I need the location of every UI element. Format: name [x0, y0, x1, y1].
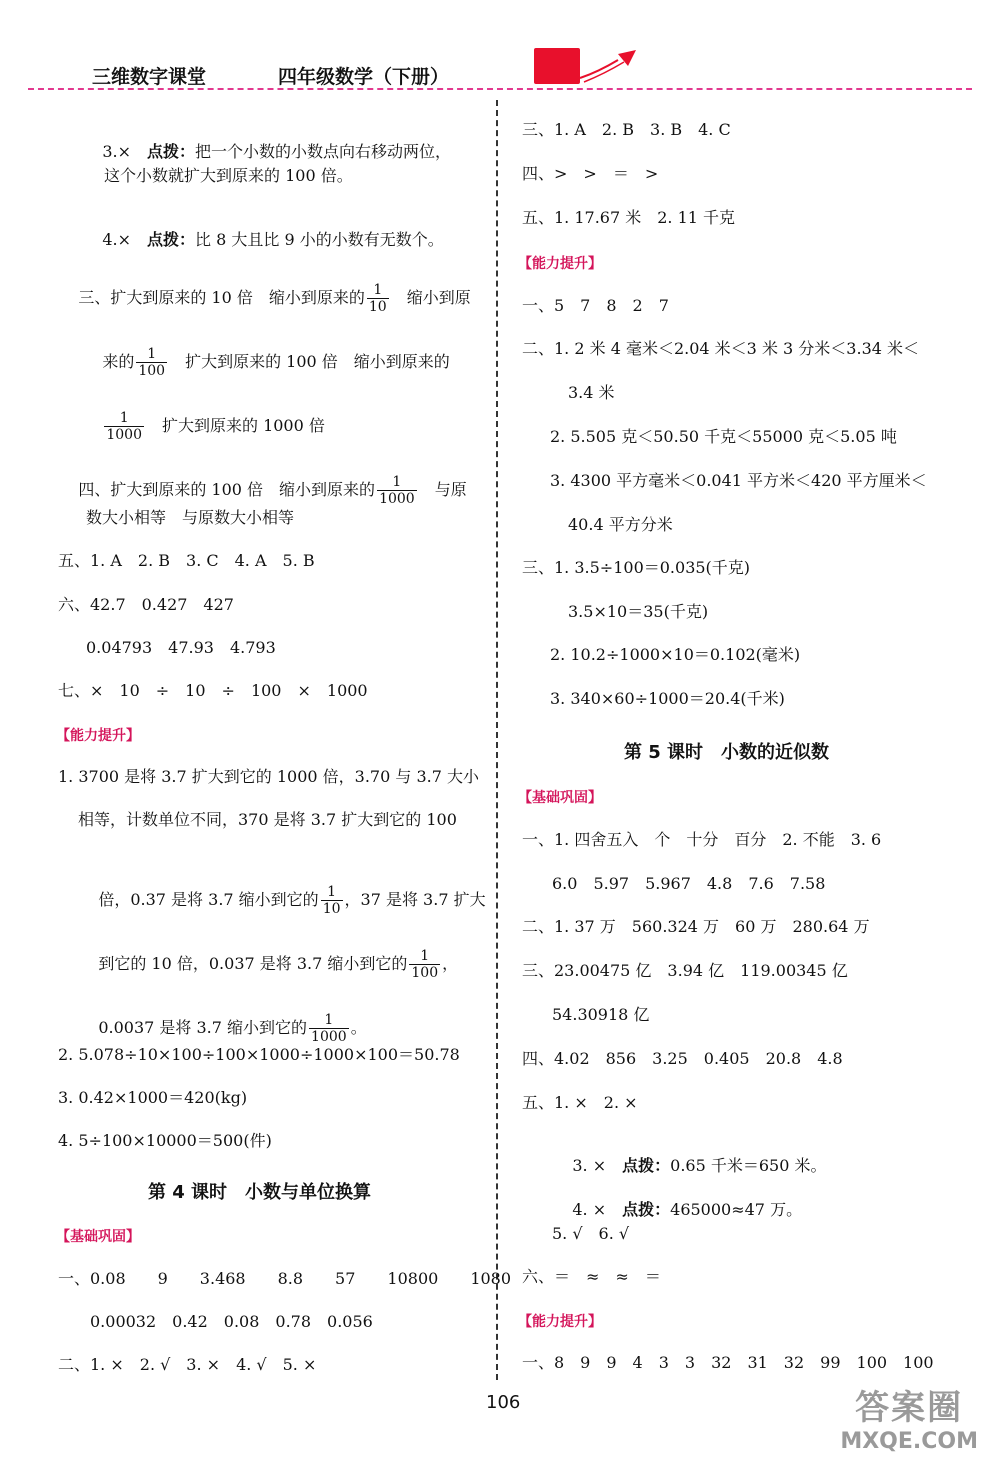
answer-line: 三、23.00475 亿 3.94 亿 119.00345 亿 — [522, 961, 848, 980]
answer-line: 三、1. 3.5÷100＝0.035(千克) — [522, 558, 751, 577]
fraction: $\frac{1}{10}$ — [368, 282, 387, 315]
book-series-title: 三维数字课堂 — [92, 66, 207, 88]
answer-line: 三、1. A 2. B 3. B 4. C — [522, 120, 731, 139]
answer-line: 0.00032 0.42 0.08 0.78 0.056 — [90, 1312, 373, 1331]
fraction: $\frac{1}{1000}$ — [379, 474, 415, 507]
answer-line: 4. × 点拨：465000≈47 万。 — [572, 1200, 803, 1219]
answer-line: 一、5 7 8 2 7 — [522, 296, 669, 315]
answer-line: 三、扩大到原来的 10 倍 缩小到原来的 $\frac{1}{10}$ 缩小到原 — [78, 282, 471, 315]
answer-line: 一、1. 四舍五入 个 十分 百分 2. 不能 3. 6 — [522, 830, 882, 849]
answer-line: 一、8 9 9 4 3 3 32 31 32 99 100 100 — [522, 1353, 934, 1372]
answer-line: 四、> > ＝ > — [522, 164, 659, 183]
answer-line: 4.× 点拨：比 8 大且比 9 小的小数有无数个。 — [102, 230, 444, 249]
answer-line: 五、1. 17.67 米 2. 11 千克 — [522, 208, 736, 227]
answer-line: 3. × 点拨：0.65 千米＝650 米。 — [572, 1156, 827, 1175]
answer-line: 3. 4300 平方毫米＜0.041 平方米＜420 平方厘米＜ — [550, 471, 927, 490]
section-tag-ability: 【能力提升】 — [518, 1314, 602, 1330]
answer-line: 来的 $\frac{1}{100}$ 扩大到原来的 100 倍 缩小到原来的 — [102, 346, 450, 379]
answer-line: 相等，计数单位不同，370 是将 3.7 扩大到它的 100 — [78, 810, 457, 829]
fraction: $\frac{1}{1000}$ — [106, 410, 142, 443]
answer-line: 到它的 10 倍，0.037 是将 3.7 缩小到它的 $\frac{1}{100}$ ， — [98, 948, 459, 981]
answer-line: 六、42.7 0.427 427 — [58, 595, 234, 614]
answer-line: 六、＝ ≈ ≈ ＝ — [522, 1267, 661, 1286]
answer-line: 四、扩大到原来的 100 倍 缩小到原来的 $\frac{1}{1000}$ 与原 — [78, 474, 467, 507]
answer-line: 二、1. × 2. √ 3. × 4. √ 5. × — [58, 1355, 317, 1374]
watermark-logo: 答案圈 MXQE.COM — [840, 1388, 978, 1454]
answer-line: 一、0.08 9 3.468 8.8 57 10800 1080 — [58, 1269, 512, 1288]
section-tag-basic: 【基础巩固】 — [518, 790, 602, 806]
answer-line: 倍，0.37 是将 3.7 缩小到它的 $\frac{1}{10}$ ，37 是将 3.7 扩大 — [98, 884, 486, 917]
answer-line: 2. 10.2÷1000×10＝0.102(毫米) — [550, 645, 801, 664]
section-tag-basic: 【基础巩固】 — [56, 1229, 140, 1245]
section-tag-ability: 【能力提升】 — [56, 728, 140, 744]
answer-line: 40.4 平方分米 — [568, 515, 673, 534]
answer-line: 五、1. × 2. × — [522, 1093, 638, 1112]
answer-line: 3.5×10＝35(千克) — [568, 602, 709, 621]
book-subject-title: 四年级数学（下册） — [278, 66, 450, 88]
answer-line: 五、1. A 2. B 3. C 4. A 5. B — [58, 551, 315, 570]
fraction: $\frac{1}{100}$ — [138, 346, 166, 379]
answer-line: 3.4 米 — [568, 383, 615, 402]
answer-line: 0.0037 是将 3.7 缩小到它的 $\frac{1}{1000}$ 。 — [98, 1012, 367, 1045]
answer-line: 二、1. 37 万 560.324 万 60 万 280.64 万 — [522, 917, 870, 936]
answer-line: 3. 0.42×1000＝420(kg) — [58, 1088, 248, 1107]
answer-line: 这个小数就扩大到原来的 100 倍。 — [104, 166, 353, 185]
lesson-heading: 第 4 课时 小数与单位换算 — [148, 1182, 372, 1203]
fraction: $\frac{1}{10}$ — [322, 884, 341, 917]
answer-line: 1. 3700 是将 3.7 扩大到它的 1000 倍，3.70 与 3.7 大小 — [58, 767, 479, 786]
section-tag-ability: 【能力提升】 — [518, 256, 602, 272]
answer-line: 4. 5÷100×10000＝500(件) — [58, 1131, 272, 1150]
rocket-icon — [578, 48, 638, 84]
page-number: 106 — [486, 1392, 521, 1413]
answer-line: 2. 5.078÷10×100÷100×1000÷1000×100＝50.78 — [58, 1045, 460, 1064]
answer-line: 0.04793 47.93 4.793 — [86, 638, 276, 657]
header-rule — [28, 88, 972, 90]
logo-block — [534, 48, 580, 84]
lesson-heading: 第 5 课时 小数的近似数 — [624, 742, 830, 763]
fraction: $\frac{1}{100}$ — [411, 948, 439, 981]
answer-line: 二、1. 2 米 4 毫米＜2.04 米＜3 米 3 分米＜3.34 米＜ — [522, 339, 920, 358]
answer-line: 四、4.02 856 3.25 0.405 20.8 4.8 — [522, 1049, 843, 1068]
column-divider — [496, 100, 498, 1380]
answer-line: 54.30918 亿 — [552, 1005, 650, 1024]
answer-line: 3.× 点拨：把一个小数的小数点向右移动两位， — [102, 142, 452, 161]
answer-line: 3. 340×60÷1000＝20.4(千米) — [550, 689, 785, 708]
answer-line: 数大小相等 与原数大小相等 — [86, 508, 295, 527]
answer-line: $\frac{1}{1000}$ 扩大到原来的 1000 倍 — [106, 410, 325, 443]
answer-line: 6.0 5.97 5.967 4.8 7.6 7.58 — [552, 874, 826, 893]
fraction: $\frac{1}{1000}$ — [311, 1012, 347, 1045]
answer-line: 七、× 10 ÷ 10 ÷ 100 × 1000 — [58, 681, 368, 700]
answer-line: 2. 5.505 克＜50.50 千克＜55000 克＜5.05 吨 — [550, 427, 897, 446]
answer-line: 5. √ 6. √ — [552, 1224, 630, 1243]
